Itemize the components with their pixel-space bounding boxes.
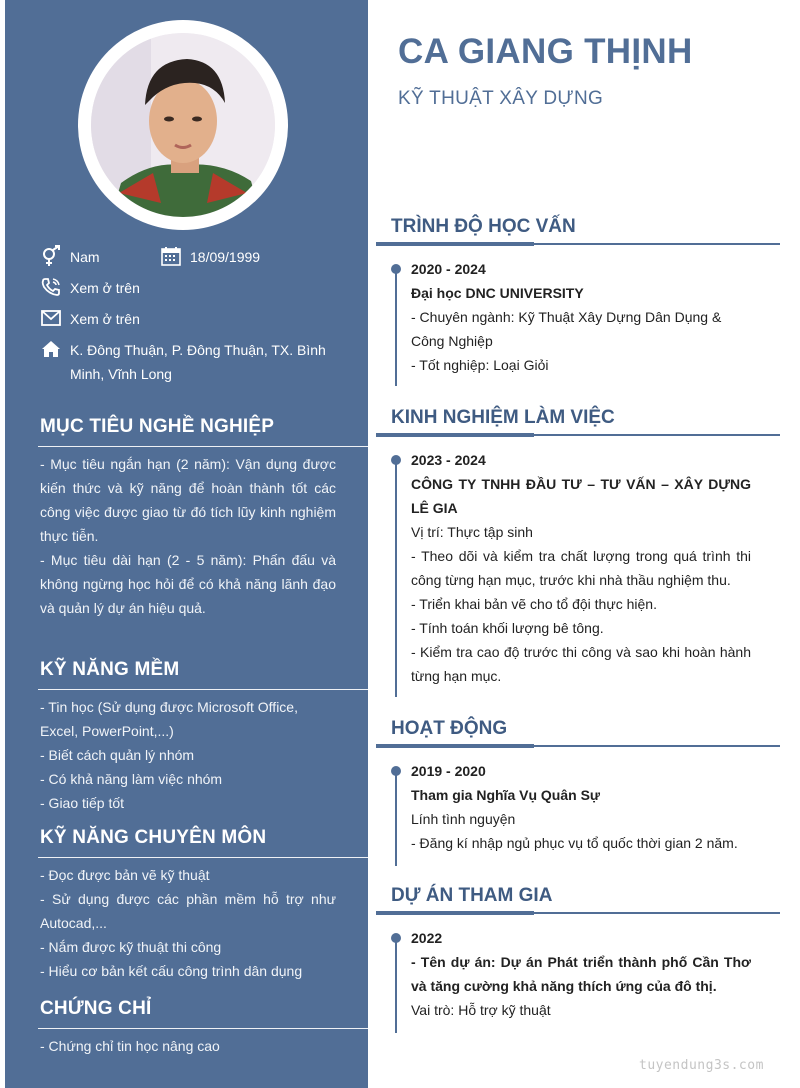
email-text: Xem ở trên	[70, 311, 140, 327]
home-icon	[40, 338, 62, 360]
hard-skills-divider	[38, 857, 368, 858]
experience-dot	[391, 455, 401, 465]
education-heading: TRÌNH ĐỘ HỌC VẤN	[391, 216, 576, 237]
projects-heading: DỰ ÁN THAM GIA	[391, 885, 553, 906]
birthdate-text: 18/09/1999	[190, 249, 261, 265]
activities-dot	[391, 766, 401, 776]
activities-divider	[376, 745, 780, 747]
education-divider	[376, 243, 780, 245]
candidate-name: CA GIANG THỊNH	[398, 32, 693, 71]
phone-icon	[40, 276, 62, 298]
activities-name: Tham gia Nghĩa Vụ Quân Sự	[411, 787, 601, 803]
education-dot	[391, 264, 401, 274]
watermark: tuyendung3s.com	[639, 1058, 764, 1073]
experience-period: 2023 - 2024	[411, 452, 486, 468]
list-item: - Tính toán khối lượng bê tông.	[411, 620, 604, 636]
list-item: - Kiểm tra cao độ trước thi công và sao khi hoàn hành từng hạn mục.	[411, 644, 751, 684]
list-item: - Đọc được bản vẽ kỹ thuật	[40, 867, 210, 883]
birthdate-row	[160, 245, 260, 269]
experience-heading: KINH NGHIỆM LÀM VIỆC	[391, 407, 615, 428]
activities-role: Lính tình nguyện	[411, 811, 516, 827]
certificates-heading: CHỨNG CHỈ	[40, 998, 152, 1019]
list-item: - Nắm được kỹ thuật thi công	[40, 939, 222, 955]
education-school: Đại học DNC UNIVERSITY	[411, 285, 584, 301]
list-item: - Mục tiêu dài hạn (2 - 5 năm): Phấn đấu và không ngừng học hỏi để có khả năng lãnh đạo và quản lý dự án hiệu quả.	[40, 552, 336, 616]
projects-role: Vai trò: Hỗ trợ kỹ thuật	[411, 1002, 551, 1018]
experience-position: Vị trí: Thực tập sinh	[411, 524, 533, 540]
gender-row	[40, 245, 100, 269]
list-item: - Chứng chỉ tin học nâng cao	[40, 1038, 220, 1054]
activities-entry	[411, 759, 751, 855]
phone-row	[40, 276, 140, 300]
experience-entry	[411, 448, 751, 688]
experience-divider	[376, 434, 780, 436]
email-icon	[40, 307, 62, 329]
education-entry	[411, 257, 751, 377]
soft-skills-heading: KỸ NĂNG MỀM	[40, 659, 180, 680]
calendar-icon	[160, 245, 182, 267]
list-item: - Tin học (Sử dụng được Microsoft Office, Excel, PowerPoint,...)	[40, 699, 298, 739]
avatar-photo	[91, 33, 275, 217]
activities-heading: HOẠT ĐỘNG	[391, 718, 508, 739]
list-item: - Đăng kí nhập ngủ phục vụ tổ quốc thời gian 2 năm.	[411, 835, 738, 851]
objective-heading: MỤC TIÊU NGHỀ NGHIỆP	[40, 416, 275, 437]
objective-divider	[38, 446, 368, 447]
education-timeline	[395, 268, 397, 386]
projects-name: - Tên dự án: Dự án Phát triển thành phố Cần Thơ và tăng cường khả năng thích ứng của đô thị.	[411, 954, 751, 994]
gender-text: Nam	[70, 249, 100, 265]
projects-timeline	[395, 937, 397, 1033]
hard-skills-heading: KỸ NĂNG CHUYÊN MÔN	[40, 827, 267, 848]
education-grade: - Tốt nghiệp: Loại Giỏi	[411, 357, 549, 373]
experience-timeline	[395, 459, 397, 697]
phone-text: Xem ở trên	[70, 280, 140, 296]
education-major: - Chuyên ngành: Kỹ Thuật Xây Dựng Dân Dụng & Công Nghiệp	[411, 309, 722, 349]
list-item: - Hiểu cơ bản kết cấu công trình dân dụng	[40, 963, 303, 979]
sidebar	[5, 0, 368, 1088]
list-item: - Giao tiếp tốt	[40, 795, 125, 811]
certificates-list	[40, 1034, 336, 1058]
list-item: - Mục tiêu ngắn hạn (2 năm): Vận dụng được kiến thức và kỹ năng để hoàn thành tốt các công việc được giao từ đó tích lũy kinh nghiệm thực tiễn.	[40, 456, 336, 544]
hard-skills-list	[40, 863, 336, 983]
experience-company: CÔNG TY TNHH ĐẦU TƯ – TƯ VẤN – XÂY DỰNG LÊ GIA	[411, 476, 751, 516]
list-item: - Theo dõi và kiểm tra chất lượng trong quá trình thi công từng hạn mục, trước khi nhà thầu nghiệm thu.	[411, 548, 751, 588]
activities-timeline	[395, 770, 397, 866]
email-row	[40, 307, 140, 331]
soft-skills-list	[40, 695, 336, 815]
projects-period: 2022	[411, 930, 443, 946]
projects-entry	[411, 926, 751, 1022]
gender-icon	[40, 245, 62, 267]
address-row	[40, 338, 360, 386]
projects-divider	[376, 912, 780, 914]
projects-dot	[391, 933, 401, 943]
avatar	[91, 33, 275, 217]
address-text: K. Đông Thuận, P. Đông Thuận, TX. Bình Minh, Vĩnh Long	[70, 342, 326, 382]
soft-skills-divider	[38, 689, 368, 690]
list-item: - Triển khai bản vẽ cho tổ đội thực hiện.	[411, 596, 657, 612]
objective-list	[40, 452, 336, 620]
list-item: - Biết cách quản lý nhóm	[40, 747, 195, 763]
certificates-divider	[38, 1028, 368, 1029]
education-period: 2020 - 2024	[411, 261, 486, 277]
candidate-role: KỸ THUẬT XÂY DỰNG	[398, 88, 604, 109]
list-item: - Sử dụng được các phần mềm hỗ trợ như Autocad,...	[40, 891, 336, 931]
activities-period: 2019 - 2020	[411, 763, 486, 779]
list-item: - Có khả năng làm việc nhóm	[40, 771, 223, 787]
avatar-frame	[78, 20, 288, 230]
